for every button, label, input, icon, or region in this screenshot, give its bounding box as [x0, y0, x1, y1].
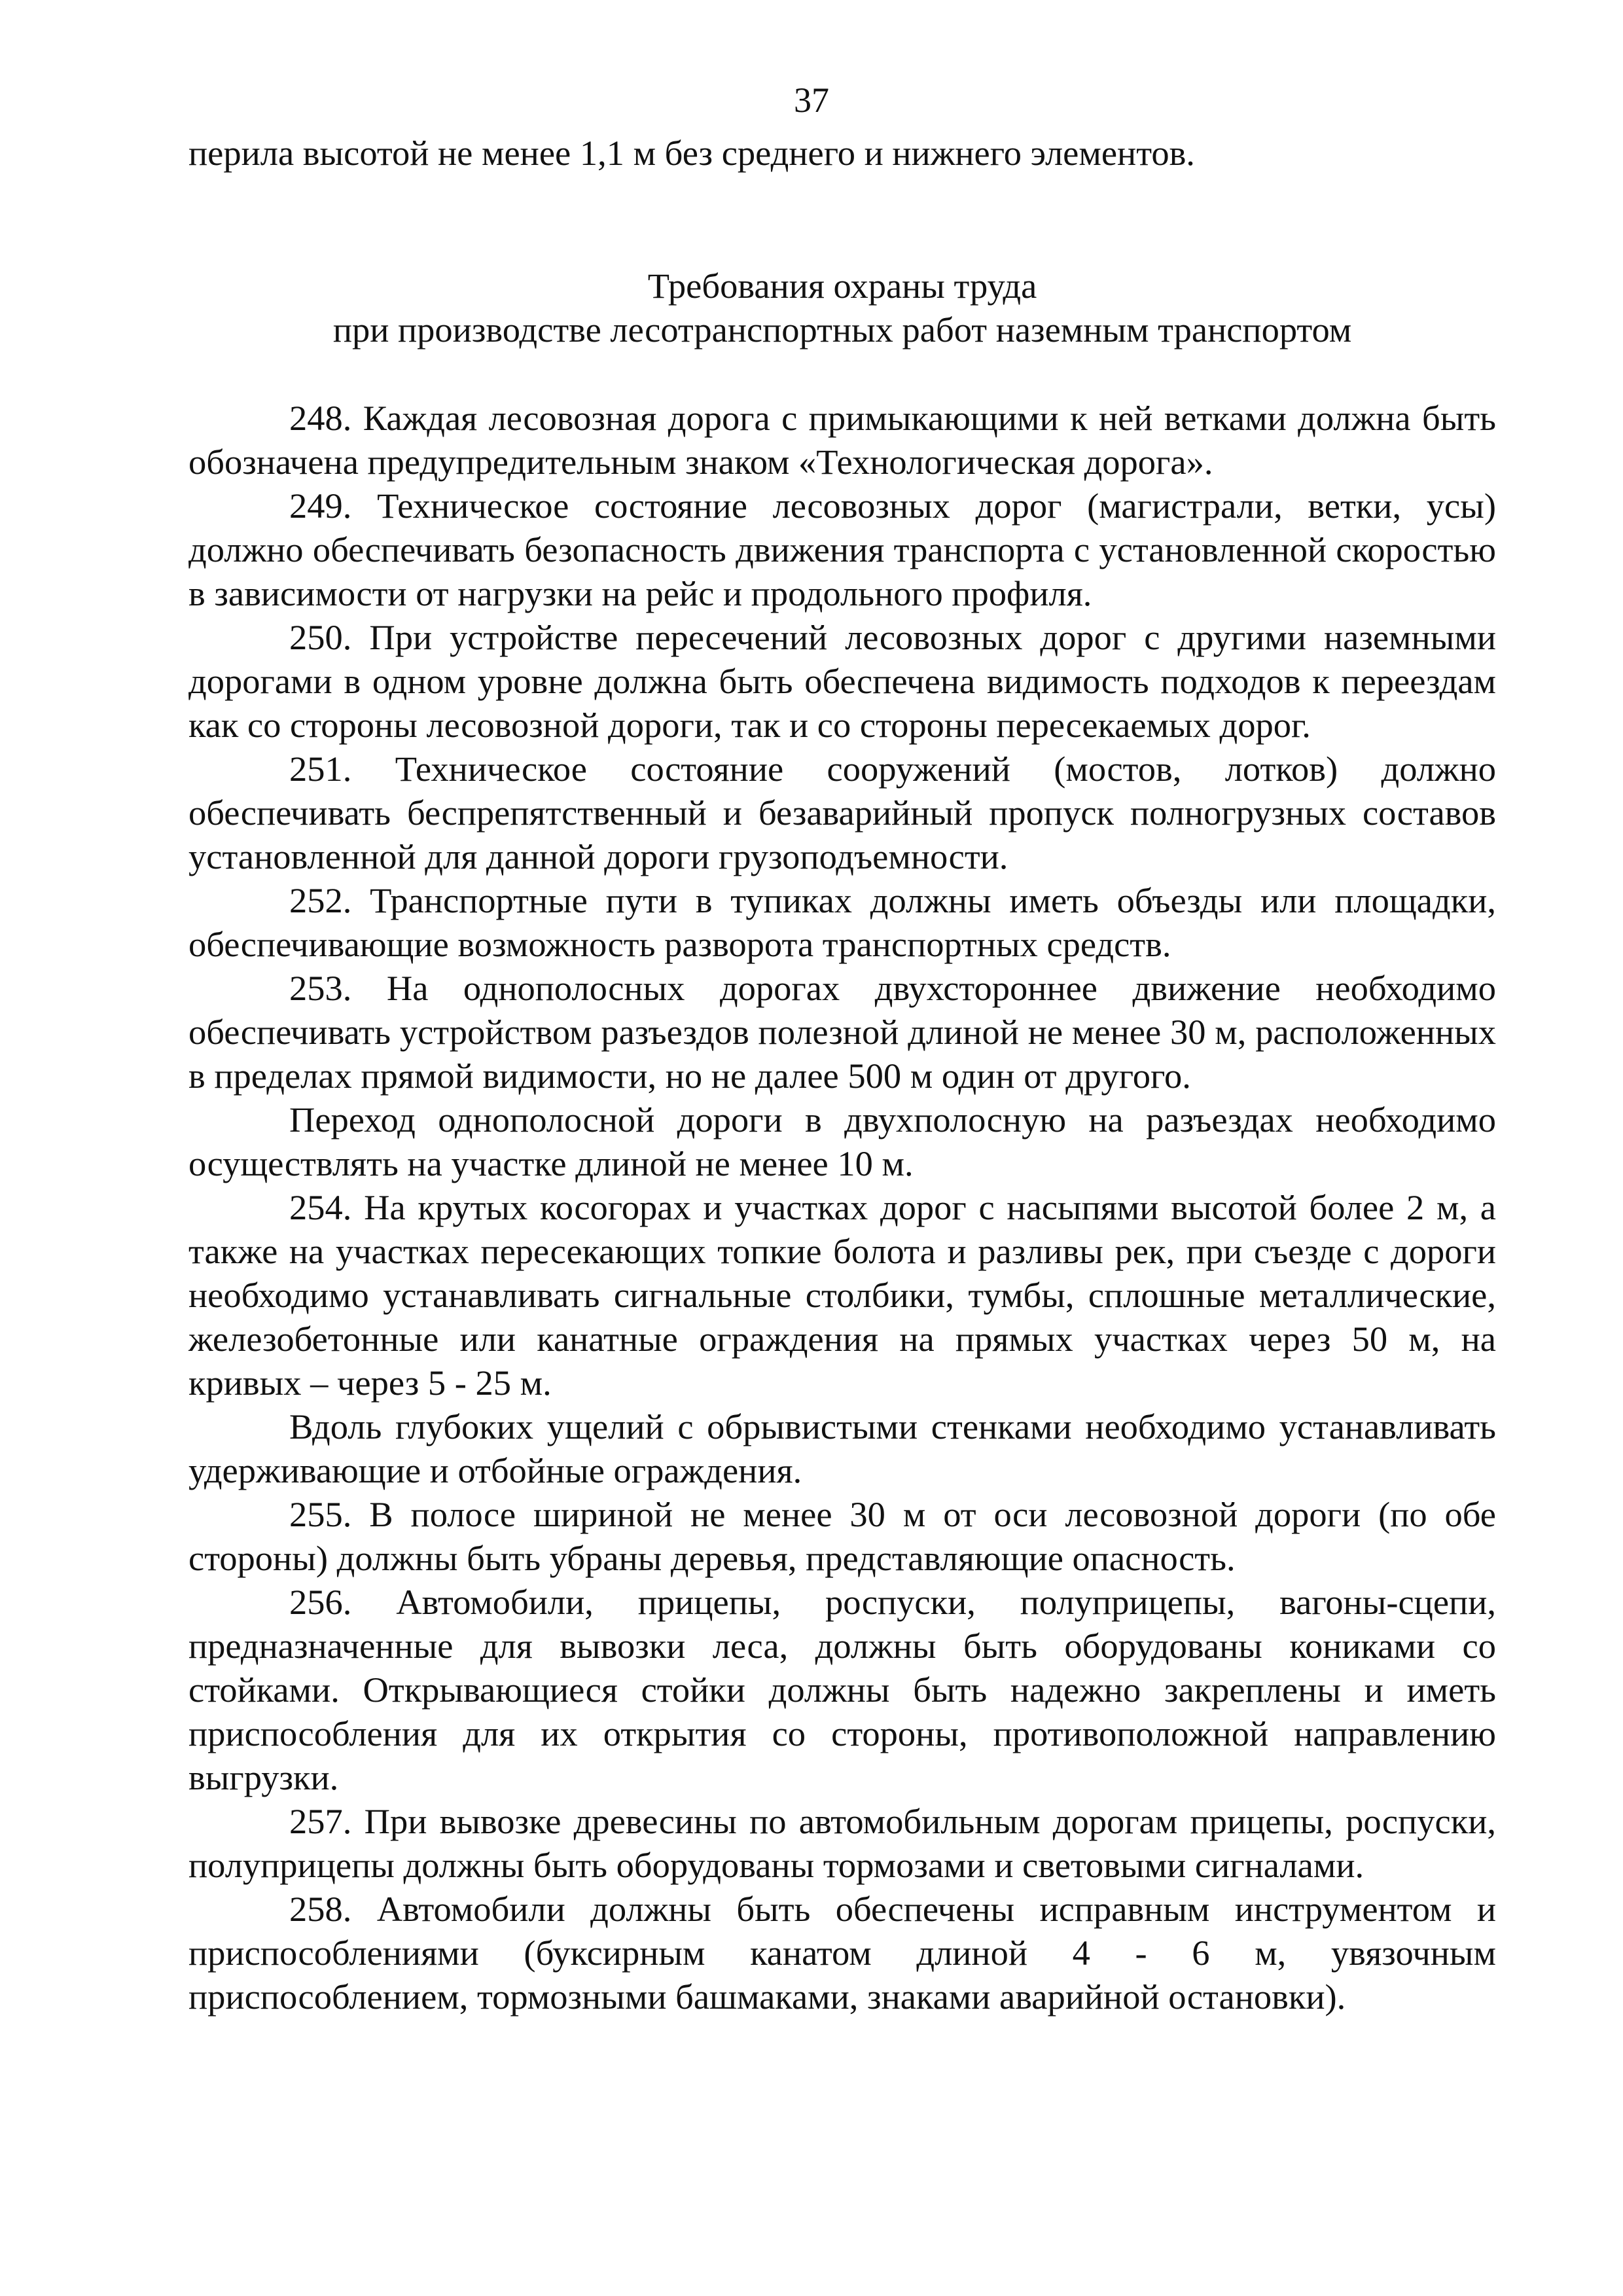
section-heading-line-2: при производстве лесотранспортных работ наземным транспортом — [332, 310, 1352, 350]
section-heading-line-1: Требования охраны труда — [647, 266, 1037, 306]
paragraph-255: 255. В полосе шириной не менее 30 м от оси лесовозной дороги (по обе стороны) должны быть убраны деревья, представляющие опасность. — [188, 1494, 1496, 1578]
paragraph-250: 250. При устройстве пересечений лесовозных дорог с другими наземными дорогами в одном уровне должна быть обеспечена видимость подходов к переездам как со стороны лесовозной дороги, так и со стороны пересекаемых дорог. — [188, 617, 1496, 745]
paragraph-252: 252. Транспортные пути в тупиках должны иметь объезды или площадки, обеспечивающие возможность разворота транспортных средств. — [188, 880, 1496, 964]
paragraph-254: 254. На крутых косогорах и участках дорог с насыпями высотой более 2 м, а также на участках пересекающих топкие болота и разливы рек, при съезде с дороги необходимо устанавливать сигнальные столбики, тумбы, сплошные металлические, железобетонные или канатные ограждения на прямых участках через 50 м, на кривых – через 5 - 25 м. — [188, 1187, 1496, 1403]
paragraph-248: 248. Каждая лесовозная дорога с примыкающими к ней ветками должна быть обозначена предупредительным знаком «Технологическая дорога». — [188, 398, 1496, 482]
paragraph-251: 251. Техническое состояние сооружений (мостов, лотков) должно обеспечивать беспрепятственный и безаварийный пропуск полногрузных составов установленной для данной дороги грузоподъемности. — [188, 749, 1496, 876]
paragraph-257: 257. При вывозке древесины по автомобильным дорогам прицепы, роспуски, полуприцепы должны быть оборудованы тормозами и световыми сигналами. — [188, 1801, 1496, 1885]
paragraph-253: 253. На однополосных дорогах двухстороннее движение необходимо обеспечивать устройством разъездов полезной длиной не менее 30 м, расположенных в пределах прямой видимости, но не далее 500 м один от другого. — [188, 968, 1496, 1096]
paragraph-249: 249. Техническое состояние лесовозных дорог (магистрали, ветки, усы) должно обеспечивать безопасность движения транспорта с установленной скоростью в зависимости от нагрузки на рейс и продольного профиля. — [188, 486, 1496, 613]
paragraph-256: 256. Автомобили, прицепы, роспуски, полуприцепы, вагоны-сцепи, предназначенные для вывозки леса, должны быть оборудованы кониками со стойками. Открывающиеся стойки должны быть надежно закреплены и иметь приспособления для их открытия со стороны, противоположной направлению выгрузки. — [188, 1582, 1496, 1797]
paragraph-254-continuation: Вдоль глубоких ущелий с обрывистыми стенками необходимо устанавливать удерживающие и отбойные ограждения. — [188, 1407, 1496, 1490]
paragraph-258: 258. Автомобили должны быть обеспечены исправным инструментом и приспособлениями (буксирным канатом длиной 4 - 6 м, увязочным приспособлением, тормозными башмаками, знаками аварийной остановки). — [188, 1889, 1496, 2017]
page-number: 37 — [794, 81, 829, 120]
paragraph-253-continuation: Переход однополосной дороги в двухполосную на разъездах необходимо осуществлять на участке длиной не менее 10 м. — [188, 1100, 1496, 1183]
document-body — [188, 131, 1496, 2018]
section-heading — [188, 264, 1496, 351]
continued-text: перила высотой не менее 1,1 м без среднего и нижнего элементов. — [188, 133, 1195, 173]
